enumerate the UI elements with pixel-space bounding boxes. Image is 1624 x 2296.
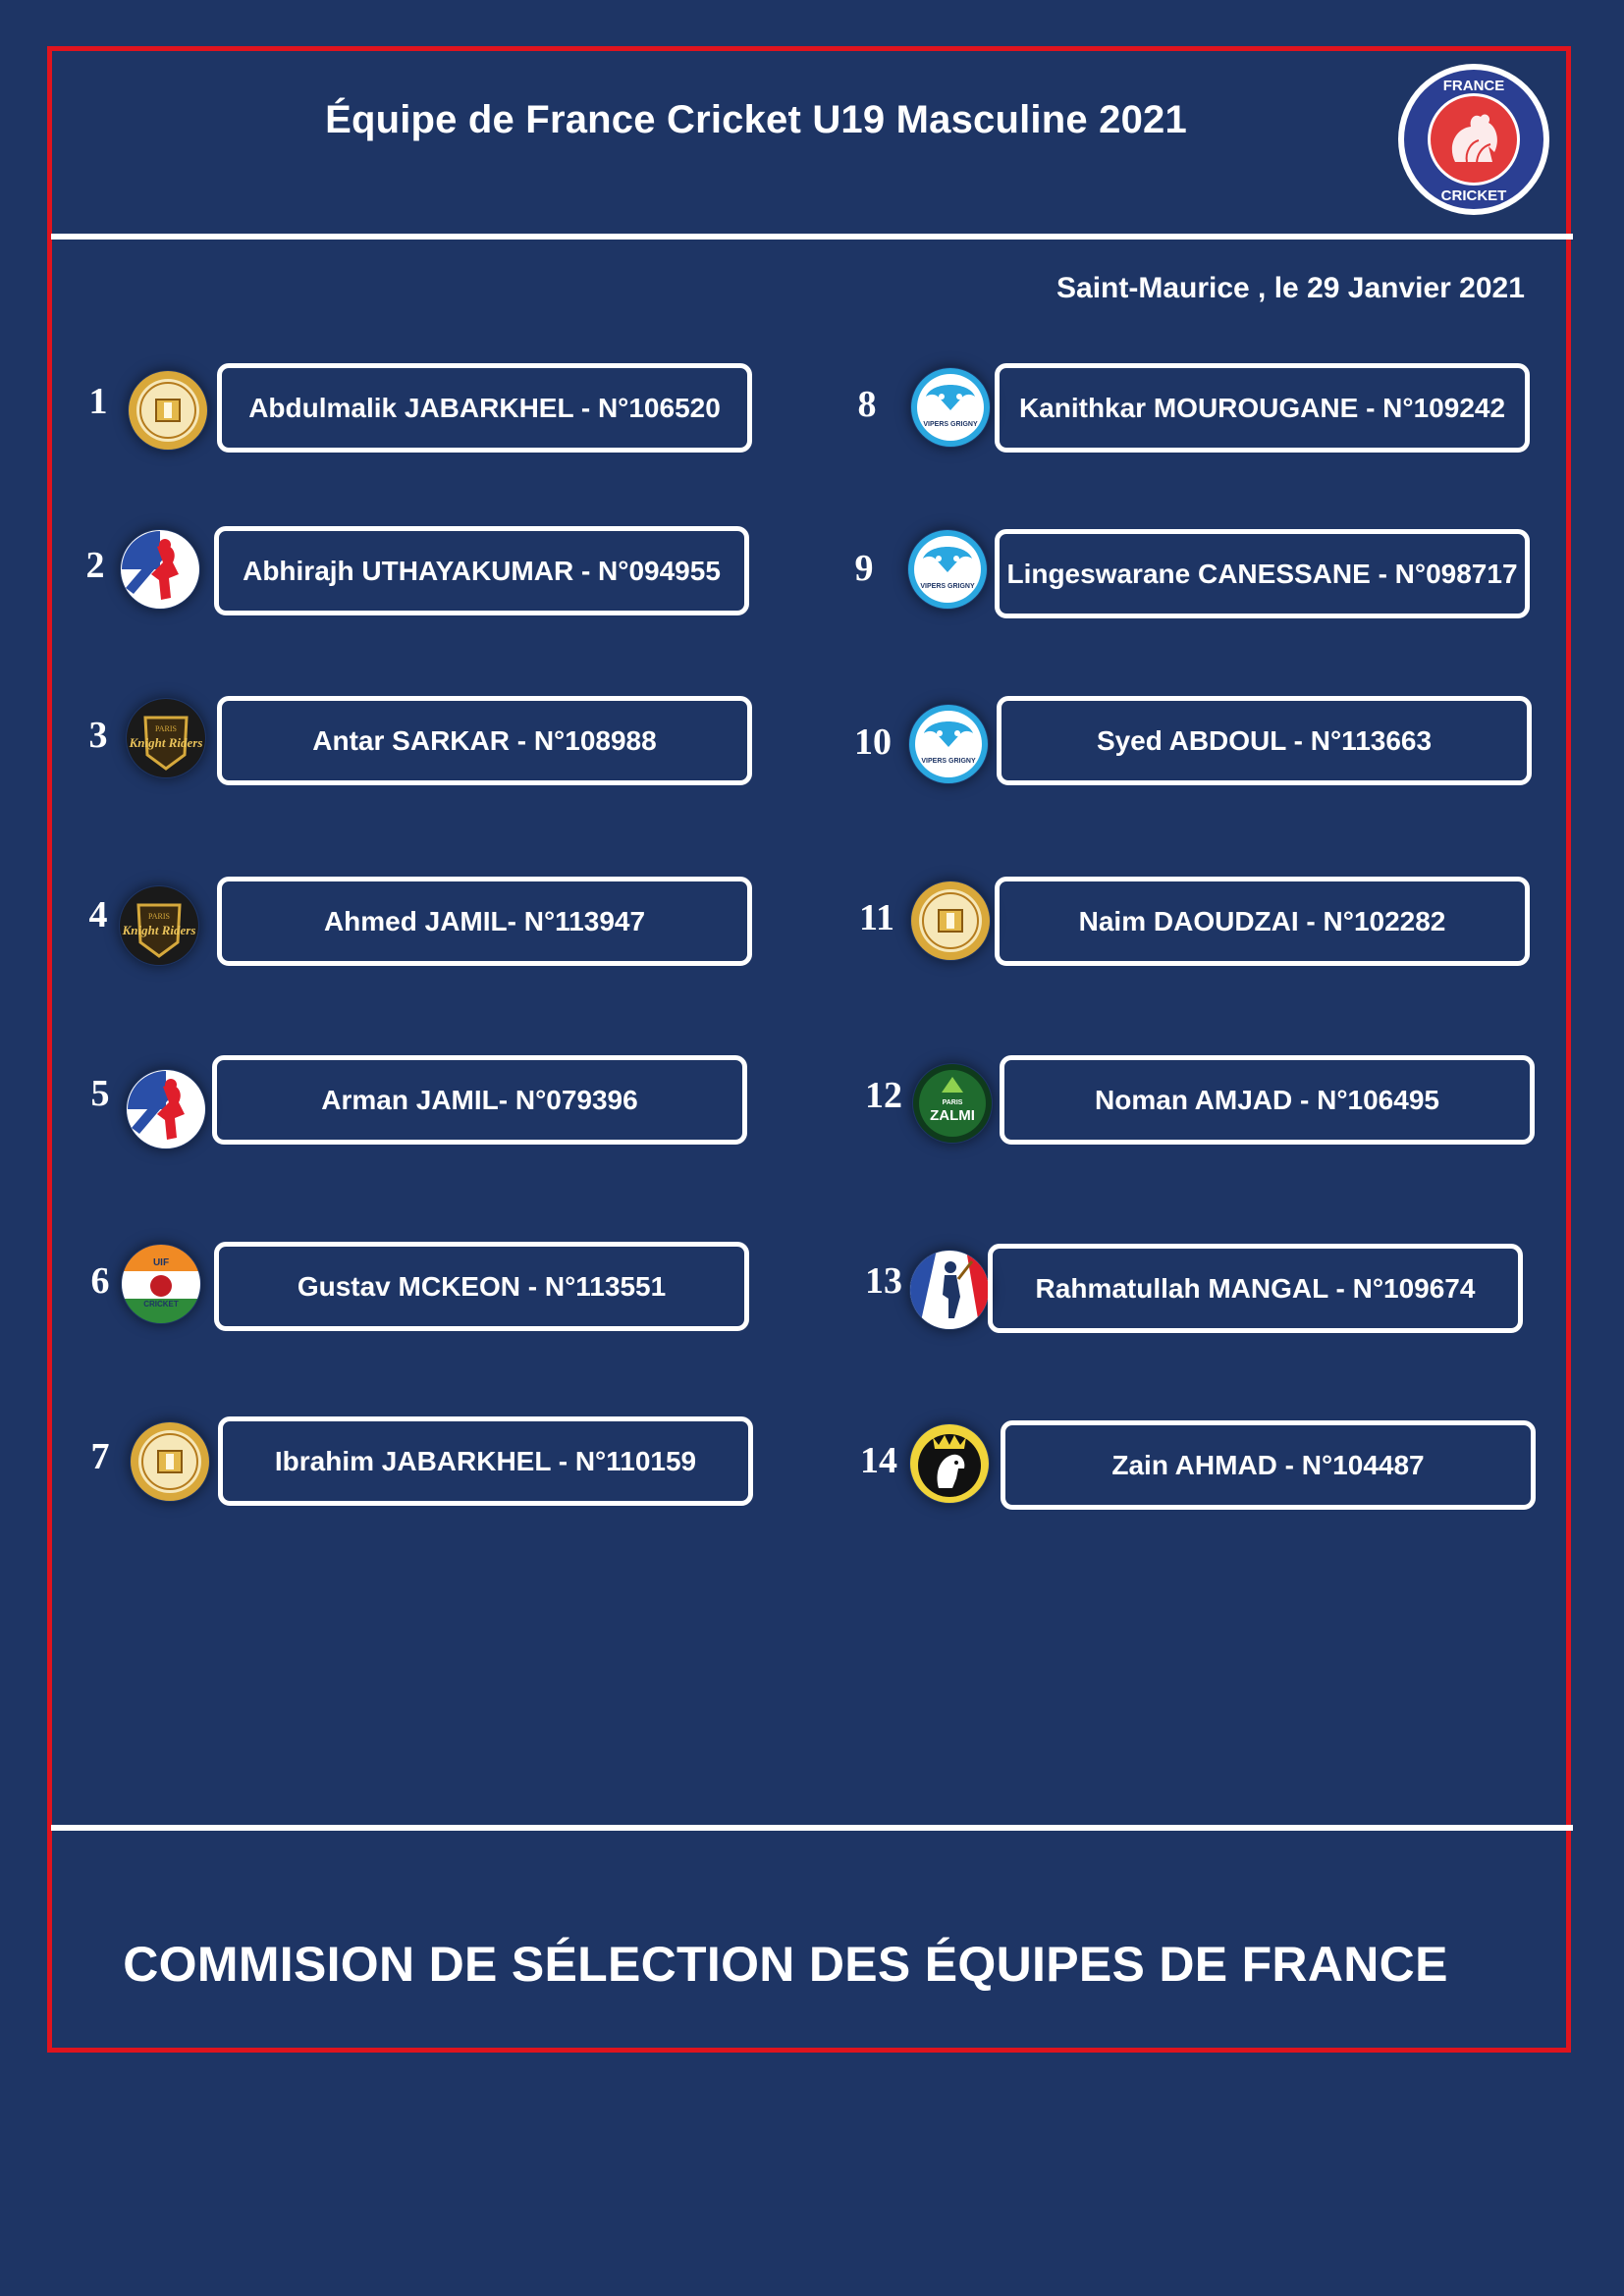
vipers-grigny-icon [910, 367, 991, 448]
svg-text:Knight Riders: Knight Riders [129, 735, 203, 750]
horse-crest-icon [909, 1423, 990, 1504]
player-card: Arman JAMIL- N°079396 [212, 1055, 747, 1145]
uif-cricket-icon [121, 1244, 201, 1324]
player-card: Ahmed JAMIL- N°113947 [217, 877, 752, 966]
player-number: 9 [854, 548, 874, 589]
player-number: 10 [854, 721, 892, 763]
svg-text:PARIS: PARIS [155, 724, 177, 733]
gold-club-crest-icon [130, 1421, 210, 1502]
svg-text:PARIS: PARIS [148, 912, 170, 921]
footer-text: COMMISION DE SÉLECTION DES ÉQUIPES DE FRANCE [123, 1937, 1448, 1992]
player-card: Zain AHMAD - N°104487 [1001, 1420, 1536, 1510]
player-card: Noman AMJAD - N°106495 [1000, 1055, 1535, 1145]
player-card: Antar SARKAR - N°108988 [217, 696, 752, 785]
player-number: 6 [90, 1260, 110, 1302]
knight-riders-icon [126, 698, 206, 778]
gold-club-crest-icon [128, 370, 208, 451]
footer-divider [51, 1825, 1573, 1831]
gold-club-crest-icon [910, 881, 991, 961]
player-card: Ibrahim JABARKHEL - N°110159 [218, 1416, 753, 1506]
france-cricket-logo [1398, 64, 1549, 215]
player-card: Kanithkar MOUROUGANE - N°109242 [995, 363, 1530, 453]
player-card: Abhirajh UTHAYAKUMAR - N°094955 [214, 526, 749, 615]
header-divider [51, 234, 1573, 240]
svg-text:VIPERS GRIGNY: VIPERS GRIGNY [920, 583, 975, 590]
player-number: 11 [859, 897, 894, 938]
player-number: 3 [88, 715, 108, 756]
svg-text:VIPERS GRIGNY: VIPERS GRIGNY [923, 421, 978, 428]
player-card: Rahmatullah MANGAL - N°109674 [988, 1244, 1523, 1333]
svg-text:UIF: UIF [152, 1257, 170, 1268]
knight-riders-icon [119, 885, 199, 966]
player-number: 4 [88, 894, 108, 935]
player-card: Lingeswarane CANESSANE - N°098717 [995, 529, 1530, 618]
player-card: Naim DAOUDZAI - N°102282 [995, 877, 1530, 966]
red-player-club-icon [126, 1069, 206, 1149]
player-number: 2 [85, 545, 105, 586]
player-number: 12 [865, 1075, 902, 1116]
tricolor-batsman-icon [909, 1250, 990, 1330]
player-number: 1 [88, 381, 108, 422]
svg-text:FRANCE: FRANCE [1442, 78, 1505, 94]
red-player-club-icon [120, 529, 200, 610]
player-card: Gustav MCKEON - N°113551 [214, 1242, 749, 1331]
page-title: Équipe de France Cricket U19 Masculine 2021 [325, 98, 1187, 141]
svg-text:CRICKET: CRICKET [1440, 187, 1507, 204]
page-frame [47, 46, 1571, 2053]
player-card: Syed ABDOUL - N°113663 [997, 696, 1532, 785]
player-number: 14 [860, 1440, 897, 1481]
paris-zalmi-icon [912, 1063, 993, 1144]
vipers-grigny-icon [907, 529, 988, 610]
player-number: 5 [90, 1073, 110, 1114]
svg-text:PARIS: PARIS [942, 1099, 963, 1106]
svg-text:ZALMI: ZALMI [930, 1107, 975, 1124]
player-card: Abdulmalik JABARKHEL - N°106520 [217, 363, 752, 453]
svg-text:CRICKET: CRICKET [143, 1300, 179, 1308]
player-number: 13 [865, 1260, 902, 1302]
vipers-grigny-icon [908, 704, 989, 784]
svg-text:VIPERS GRIGNY: VIPERS GRIGNY [921, 758, 976, 765]
svg-text:Knight Riders: Knight Riders [122, 923, 196, 937]
player-number: 7 [90, 1436, 110, 1477]
player-number: 8 [857, 384, 877, 425]
date-line: Saint-Maurice , le 29 Janvier 2021 [1056, 272, 1525, 304]
